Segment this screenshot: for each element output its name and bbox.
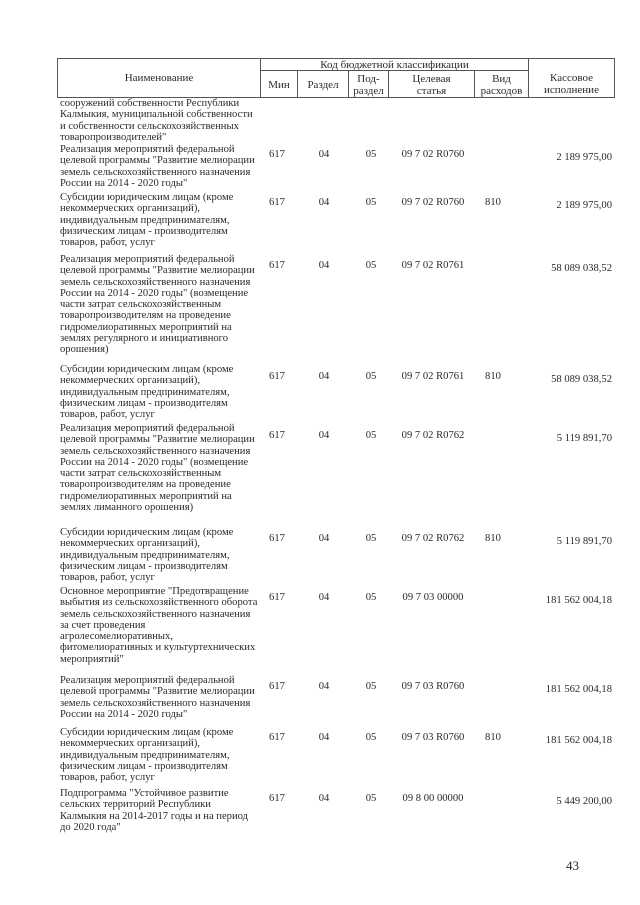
- row-sum: 5 119 891,70: [556, 536, 612, 547]
- row-sum: 181 562 004,18: [545, 595, 612, 606]
- header-col-min: Мин: [268, 79, 290, 91]
- row-name: [60, 192, 260, 248]
- row-podrazdel: 05: [365, 260, 377, 271]
- row-sum: 181 562 004,18: [545, 735, 612, 746]
- row-name-line: орошения): [60, 344, 109, 356]
- header-col-celevaya-line2: статья: [416, 85, 447, 97]
- row-celevaya: 09 7 02 R0762: [401, 430, 465, 441]
- row-name-line: Реализация мероприятий федеральной: [60, 254, 235, 265]
- header-col-podrazdel-line2: раздел: [353, 85, 384, 97]
- row-vid: 810: [485, 371, 501, 382]
- row-razdel: 04: [318, 430, 330, 441]
- row-razdel: 04: [318, 197, 330, 208]
- row-name-line: Подпрограмма "Устойчивое развитие: [60, 788, 229, 799]
- row-name-line: Субсидии юридическим лицам (кроме: [60, 192, 234, 203]
- row-name-line: России на 2014 - 2020 годы" (возмещение: [60, 287, 249, 299]
- row-min: 617: [269, 793, 285, 804]
- row-name-line: агролесомелиоративных,: [60, 631, 173, 643]
- header-col-vid: [475, 73, 528, 97]
- row-name-line: Основное мероприятие "Предотвращение: [60, 586, 249, 597]
- row-name: [60, 586, 260, 665]
- row-name-line: России на 2014 - 2020 годы" (возмещение: [60, 456, 249, 468]
- row-name-line: России на 2014 - 2020 годы": [60, 708, 188, 720]
- row-name-line: Субсидии юридическим лицам (кроме: [60, 527, 234, 538]
- row-name-line: земель сельскохозяйственного назначения: [60, 276, 251, 288]
- row-name-line: России на 2014 - 2020 годы": [60, 177, 188, 189]
- row-sum: 58 089 038,52: [551, 374, 612, 385]
- row-min: 617: [269, 371, 285, 382]
- row-razdel: 04: [318, 533, 330, 544]
- header-col-kass-line2: исполнение: [544, 84, 599, 96]
- row-name-line: Субсидии юридическим лицам (кроме: [60, 364, 234, 375]
- row-name: [60, 675, 260, 720]
- row-celevaya: 09 7 03 00000: [402, 592, 464, 603]
- row-podrazdel: 05: [365, 430, 377, 441]
- row-podrazdel: 05: [365, 793, 377, 804]
- row-name-line: выбытия из сельскохозяйственного оборота: [60, 597, 258, 609]
- row-razdel: 04: [318, 681, 330, 692]
- row-celevaya: 09 7 03 R0760: [401, 681, 465, 692]
- row-name-line: земель сельскохозяйственного назначения: [60, 697, 251, 709]
- row-name-line: Калмыкия на 2014-2017 годы и на период: [60, 810, 249, 822]
- row-name: [60, 423, 260, 513]
- row-podrazdel: 05: [365, 732, 377, 743]
- row-sum: 5 449 200,00: [556, 796, 612, 807]
- row-min: 617: [269, 592, 285, 603]
- continuation-line: сооружений собственности Республики: [60, 98, 240, 109]
- continuation-text: [60, 98, 260, 143]
- row-name-line: индивидуальным предпринимателям,: [60, 749, 230, 761]
- row-name-line: товаропроизводителям на проведение: [60, 310, 231, 322]
- row-name-line: физическим лицам - производителям: [60, 225, 228, 237]
- row-sum: 2 189 975,00: [556, 152, 612, 163]
- row-min: 617: [269, 732, 285, 743]
- header-col-razdel: Раздел: [307, 79, 339, 91]
- row-name: [60, 364, 260, 420]
- row-name-line: до 2020 года": [60, 821, 121, 833]
- header-col-podrazdel: [349, 73, 388, 97]
- row-name-line: целевой программы "Развитие мелиорации: [60, 155, 255, 167]
- row-name: [60, 727, 260, 783]
- row-name-line: индивидуальным предпринимателям,: [60, 386, 230, 398]
- row-sum: 2 189 975,00: [556, 200, 612, 211]
- row-name-line: некоммерческих организаций),: [60, 203, 201, 215]
- row-sum: 5 119 891,70: [556, 433, 612, 444]
- row-name-line: целевой программы "Развитие мелиорации: [60, 686, 255, 698]
- header-col-kass: [529, 72, 614, 96]
- row-podrazdel: 05: [365, 533, 377, 544]
- row-celevaya: 09 7 02 R0762: [401, 533, 465, 544]
- row-sum: 181 562 004,18: [545, 684, 612, 695]
- header-name: Наименование: [124, 72, 194, 84]
- continuation-line: и собственности сельскохозяйственных: [60, 120, 239, 132]
- row-celevaya: 09 7 03 R0760: [401, 732, 465, 743]
- row-name-line: физическим лицам - производителям: [60, 760, 228, 772]
- row-name-line: товаров, работ, услуг: [60, 409, 155, 421]
- row-name-line: за счет проведения: [60, 619, 146, 631]
- row-name-line: земель сельскохозяйственного назначения: [60, 445, 251, 457]
- header-col-podrazdel-line1: Под-: [357, 73, 380, 85]
- row-sum: 58 089 038,52: [551, 263, 612, 274]
- row-min: 617: [269, 430, 285, 441]
- row-razdel: 04: [318, 732, 330, 743]
- row-podrazdel: 05: [365, 592, 377, 603]
- row-razdel: 04: [318, 371, 330, 382]
- row-name-line: товаропроизводителям на проведение: [60, 479, 231, 491]
- row-vid: 810: [485, 732, 501, 743]
- row-name-line: землях лиманного орошения): [60, 502, 194, 514]
- row-name-line: товаров, работ, услуг: [60, 572, 155, 584]
- row-razdel: 04: [318, 793, 330, 804]
- row-min: 617: [269, 197, 285, 208]
- row-name-line: товаров, работ, услуг: [60, 772, 155, 784]
- row-name-line: целевой программы "Развитие мелиорации: [60, 265, 255, 277]
- row-name-line: физическим лицам - производителям: [60, 560, 228, 572]
- row-name-line: части затрат сельскохозяйственным: [60, 468, 222, 480]
- row-name: [60, 788, 260, 833]
- row-podrazdel: 05: [365, 371, 377, 382]
- row-name-line: некоммерческих организаций),: [60, 738, 201, 750]
- header-col-vid-line2: расходов: [480, 85, 523, 97]
- page-number: 43: [566, 858, 579, 873]
- row-name-line: Реализация мероприятий федеральной: [60, 423, 235, 434]
- header-right-border: [614, 58, 615, 98]
- row-name-line: Реализация мероприятий федеральной: [60, 144, 235, 155]
- row-name-line: физическим лицам - производителям: [60, 397, 228, 409]
- row-celevaya: 09 8 00 00000: [402, 793, 464, 804]
- row-name-line: Реализация мероприятий федеральной: [60, 675, 235, 686]
- header-code-group: Код бюджетной классификации: [320, 59, 469, 71]
- row-podrazdel: 05: [365, 197, 377, 208]
- row-celevaya: 09 7 02 R0760: [401, 149, 465, 160]
- row-name: [60, 527, 260, 583]
- row-min: 617: [269, 260, 285, 271]
- row-min: 617: [269, 533, 285, 544]
- row-name-line: индивидуальным предпринимателям,: [60, 549, 230, 561]
- continuation-line: Калмыкия, муниципальной собственности: [60, 109, 253, 121]
- row-name-line: индивидуальным предпринимателям,: [60, 214, 230, 226]
- row-celevaya: 09 7 02 R0761: [401, 371, 465, 382]
- row-name-line: некоммерческих организаций),: [60, 538, 201, 550]
- row-name-line: земель сельскохозяйственного назначения: [60, 608, 251, 620]
- row-name: [60, 144, 260, 189]
- row-name-line: сельских территорий Республики: [60, 799, 211, 811]
- row-vid: 810: [485, 197, 501, 208]
- row-name-line: целевой программы "Развитие мелиорации: [60, 434, 255, 446]
- header-col-celevaya-line1: Целевая: [412, 73, 451, 85]
- row-name-line: части затрат сельскохозяйственным: [60, 299, 222, 311]
- row-name-line: некоммерческих организаций),: [60, 375, 201, 387]
- row-min: 617: [269, 681, 285, 692]
- row-name-line: гидромелиоративных мероприятий на: [60, 321, 232, 333]
- row-celevaya: 09 7 02 R0761: [401, 260, 465, 271]
- row-podrazdel: 05: [365, 681, 377, 692]
- row-name-line: Субсидии юридическим лицам (кроме: [60, 727, 234, 738]
- row-name: [60, 254, 260, 356]
- row-name-line: фитомелиоративных и культуртехнических: [60, 642, 256, 654]
- row-razdel: 04: [318, 592, 330, 603]
- continuation-line: товаропроизводителей": [60, 131, 167, 143]
- header-col-kass-line1: Кассовое: [550, 72, 593, 84]
- header-col-vid-line1: Вид: [492, 73, 511, 85]
- row-razdel: 04: [318, 260, 330, 271]
- row-min: 617: [269, 149, 285, 160]
- row-name-line: землях регулярного и инициативного: [60, 333, 229, 345]
- row-name-line: земель сельскохозяйственного назначения: [60, 166, 251, 178]
- row-celevaya: 09 7 02 R0760: [401, 197, 465, 208]
- row-razdel: 04: [318, 149, 330, 160]
- row-name-line: мероприятий": [60, 653, 124, 665]
- row-vid: 810: [485, 533, 501, 544]
- row-name-line: товаров, работ, услуг: [60, 237, 155, 249]
- row-name-line: гидромелиоративных мероприятий на: [60, 490, 232, 502]
- row-podrazdel: 05: [365, 149, 377, 160]
- header-col-celevaya: [389, 73, 474, 97]
